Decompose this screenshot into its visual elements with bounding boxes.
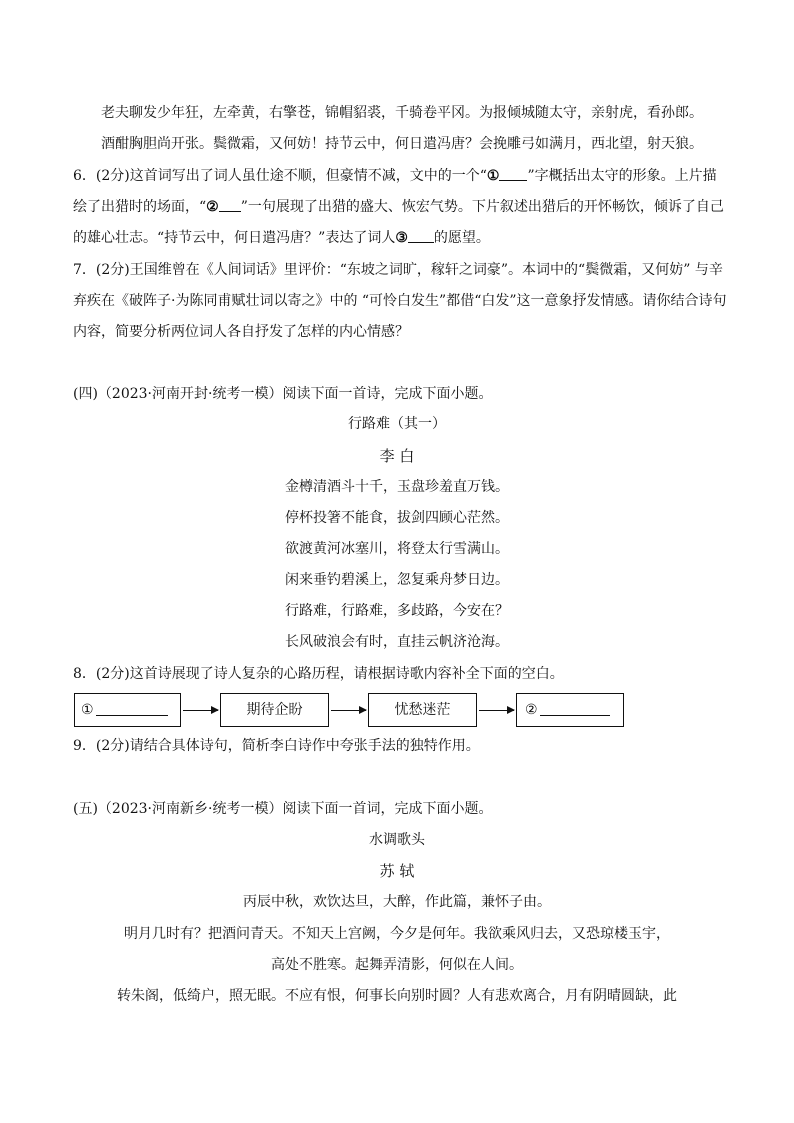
answer-blank[interactable] <box>96 699 168 716</box>
section-4-header: (四)（2023·河南开封·统考一模）阅读下面一首诗，完成下面小题。 <box>73 386 493 402</box>
poem-line: 欲渡黄河冰塞川，将登太行雪满山。 <box>285 541 509 557</box>
poem-line: 长风破浪会有时，直挂云帆济沧海。 <box>285 634 509 650</box>
poem-preface: 丙辰中秋，欢饮达旦，大醉，作此篇，兼怀子由。 <box>243 894 551 910</box>
poem-line: 行路难，行路难，多歧路，今安在？ <box>285 603 509 619</box>
poem-title: 行路难（其一） <box>348 416 446 432</box>
section-5-header: (五)（2023·河南新乡·统考一模）阅读下面一首词，完成下面小题。 <box>73 801 493 817</box>
poem-line: 金樽清酒斗十千，玉盘珍羞直万钱。 <box>285 479 509 495</box>
flow-box-blank-1[interactable]: ① <box>74 693 181 727</box>
poem-line: 转朱阁，低绮户，照无眠。不应有恨，何事长向别时圆？人有悲欢离合，月有阴晴圆缺，此 <box>117 988 677 1004</box>
question-6-line-1: 6．(2分)这首词写出了词人虽仕途不顺，但豪情不减，文中的一个“① ”字概括出太守的形象。上片描 <box>73 168 717 184</box>
answer-blank[interactable] <box>540 699 610 716</box>
flow-arrow <box>331 710 366 711</box>
poem-line: 老夫聊发少年狂，左牵黄，右擎苍，锦帽貂裘，千骑卷平冈。为报倾城随太守，亲射虎，看孙郎。 <box>101 105 703 121</box>
question-8-text: 8．(2分)这首诗展现了诗人复杂的心路历程，请根据诗歌内容补全下面的空白。 <box>73 666 564 682</box>
flow-box-blank-2[interactable]: ② <box>516 693 624 727</box>
poem-line: 停杯投箸不能食，拔剑四顾心茫然。 <box>285 510 509 526</box>
poem-line: 酒酣胸胆尚开张。鬓微霜，又何妨！持节云中，何日遣冯唐？会挽雕弓如满月，西北望，射天狼。 <box>101 136 703 152</box>
poem-author: 李 白 <box>379 447 415 465</box>
question-6-line-3: 的雄心壮志。“持节云中，何日遣冯唐？”表达了词人③ 的愿望。 <box>73 230 490 246</box>
question-7-line: 内容，简要分析两位词人各自抒发了怎样的内心情感？ <box>73 324 409 340</box>
question-7-line: 弃疾在《破阵子·为陈同甫赋壮词以寄之》中的 “可怜白发生”都借“白发”这一意象抒发情感。请你结合诗句 <box>73 293 727 309</box>
answer-blank[interactable] <box>219 197 241 212</box>
question-6-line-2: 绘了出猎时的场面，“② ”一句展现了出猎的盛大、恢宏气势。下片叙述出猎后的开怀畅饮，倾诉了自己 <box>73 199 724 215</box>
blank-marker: ③ <box>395 230 408 246</box>
question-7-line: 7．(2分)王国维曾在《人间词话》里评价：“东坡之词旷，稼轩之词豪”。本词中的“鬓微霜，又何妨” 与辛 <box>73 262 723 278</box>
blank-marker: ② <box>206 199 219 215</box>
poem-title: 水调歌头 <box>369 832 425 848</box>
answer-blank[interactable] <box>408 228 434 243</box>
poem-line: 高处不胜寒。起舞弄清影，何似在人间。 <box>271 957 523 973</box>
flow-box-stage-3: 忧愁迷茫 <box>368 693 477 727</box>
poem-line: 明月几时有？把酒问青天。不知天上宫阙，今夕是何年。我欲乘风归去，又恐琼楼玉宇， <box>124 926 670 942</box>
flow-arrow <box>183 710 218 711</box>
flow-arrow <box>479 710 514 711</box>
answer-blank[interactable] <box>499 166 527 181</box>
blank-marker: ① <box>486 168 500 184</box>
question-9-text: 9．(2分)请结合具体诗句，简析李白诗作中夸张手法的独特作用。 <box>73 738 480 754</box>
poem-line: 闲来垂钓碧溪上，忽复乘舟梦日边。 <box>285 572 509 588</box>
flow-box-stage-2: 期待企盼 <box>220 693 329 727</box>
poem-author: 苏 轼 <box>379 862 415 880</box>
